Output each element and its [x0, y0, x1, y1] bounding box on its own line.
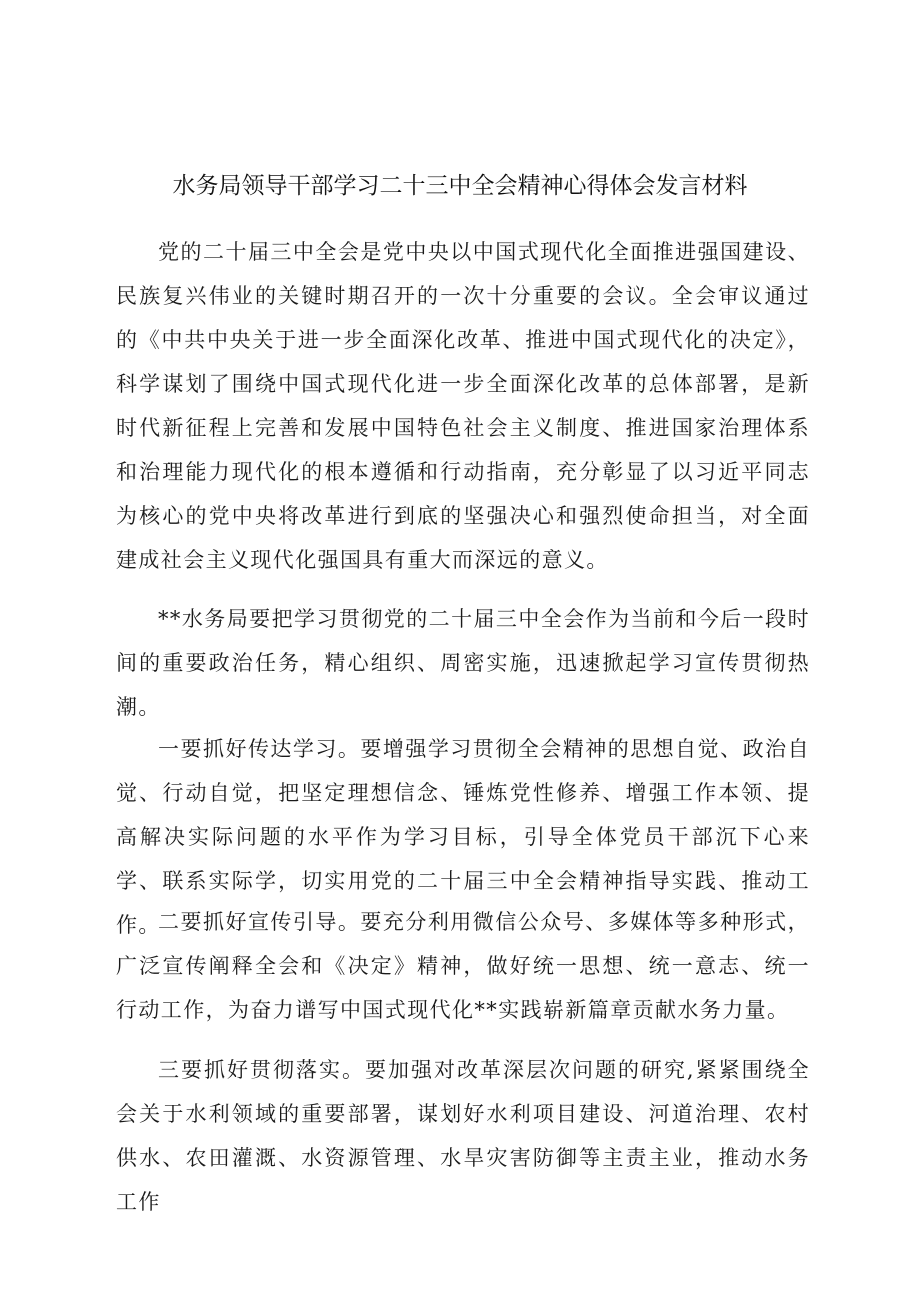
document-title: 水务局领导干部学习二十三中全会精神心得体会发言材料 [172, 173, 748, 199]
paragraph-implementation: 三要抓好贯彻落实。要加强对改革深层次问题的研究,紧紧围绕全会关于水利领域的重要部署，谋划好水利项目建设、河道治理、农村供水、农田灌溉、水资源管理、水旱灾害防御等主责主业，推动水务工作 [116, 1058, 810, 1214]
paragraph-task: **水务局要把学习贯彻党的二十届三中全会作为当前和今后一段时间的重要政治任务，精心组织、周密实施，迅速掀起学习宣传贯彻热潮。 [116, 607, 810, 719]
paragraph-publicity: 二要抓好宣传引导。要充分利用微信公众号、多媒体等多种形式，广泛宣传阐释全会和《决定》精神，做好统一思想、统一意志、统一行动工作，为奋力谱写中国式现代化**实践崭新篇章贡献水务力量。 [116, 910, 810, 1022]
paragraph-intro: 党的二十届三中全会是党中央以中国式现代化全面推进强国建设、民族复兴伟业的关键时期召开的一次十分重要的会议。全会审议通过的《中共中央关于进一步全面深化改革、推进中国式现代化的决定》，科学谋划了围绕中国式现代化进一步全面深化改革的总体部署，是新时代新征程上完善和发展中国特色社会主义制度、推进国家治理体系和治理能力现代化的根本遵循和行动指南，充分彰显了以习近平同志为核心的党中央将改革进行到底的坚强决心和强烈使命担当，对全面建成社会主义现代化强国具有重大而深远的意义。 [116, 240, 810, 572]
paragraph-study: 一要抓好传达学习。要增强学习贯彻全会精神的思想自觉、政治自觉、行动自觉，把坚定理想信念、锤炼党性修养、增强工作本领、提高解决实际问题的水平作为学习目标，引导全体党员干部沉下心来学、联系实际学，切实用党的二十届三中全会精神指导实践、推动工作。 [116, 737, 810, 937]
